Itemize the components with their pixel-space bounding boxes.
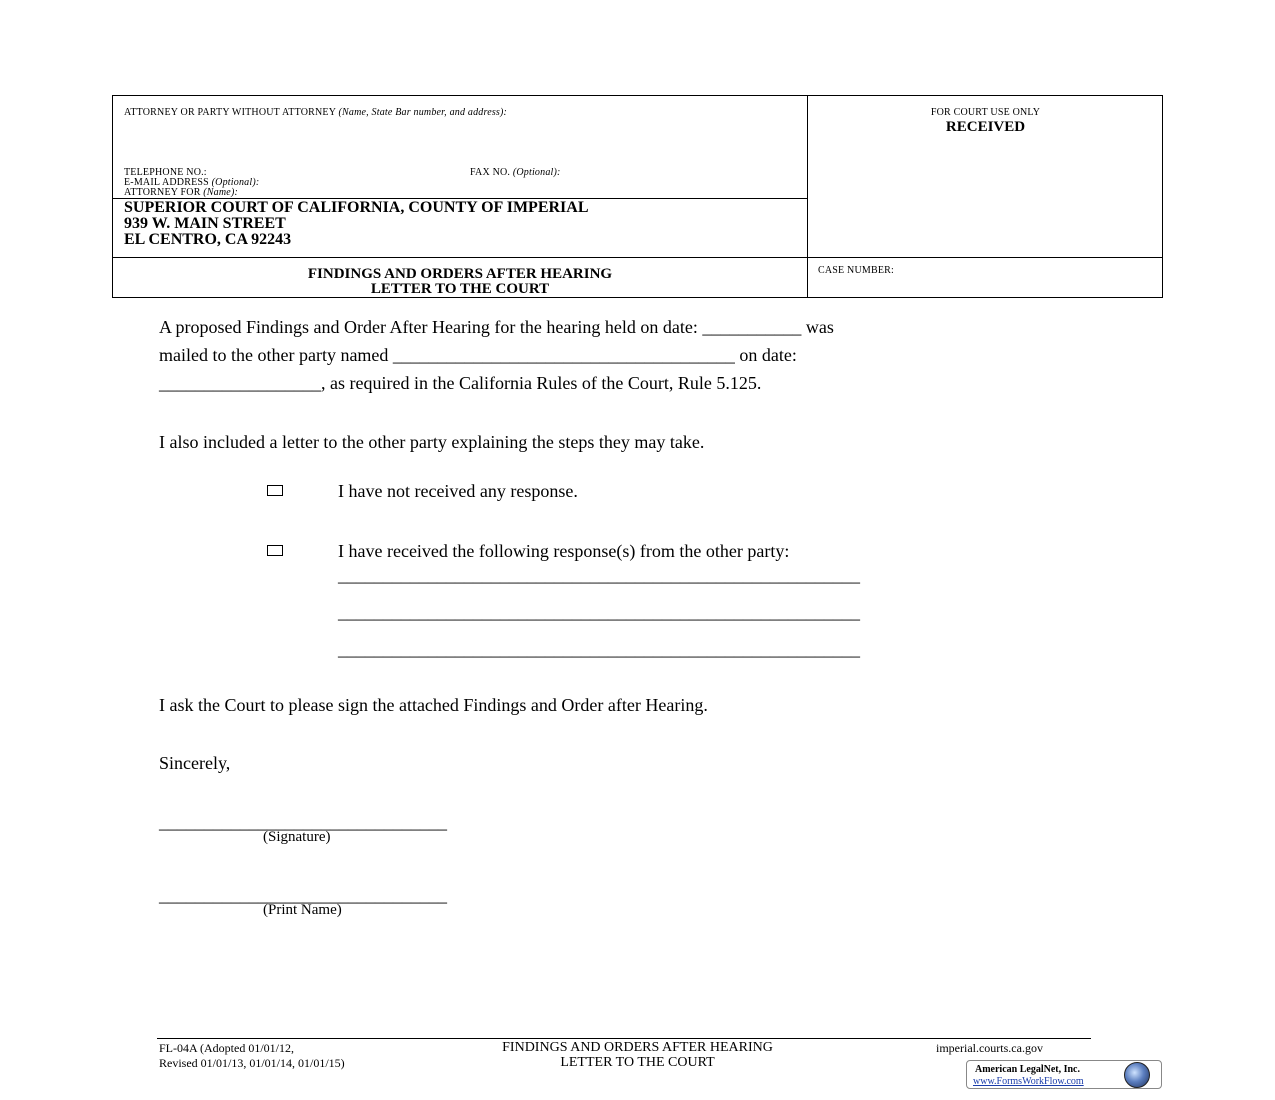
- signature-label: (Signature): [263, 829, 331, 845]
- response-line-1[interactable]: __________________________________________________________: [338, 565, 860, 585]
- received-stamp: RECEIVED: [945, 119, 1026, 135]
- attorney-for-label: ATTORNEY FOR (Name):: [124, 187, 239, 198]
- form-title-line2: LETTER TO THE COURT: [370, 281, 550, 297]
- paragraph-letter-included: I also included a letter to the other party explaining the steps they may take.: [159, 432, 705, 452]
- footer-title-line2: LETTER TO THE COURT: [560, 1055, 715, 1070]
- attorney-label: ATTORNEY OR PARTY WITHOUT ATTORNEY (Name, State Bar number, and address):: [124, 107, 508, 118]
- response-line-3[interactable]: __________________________________________________________: [338, 639, 860, 659]
- paragraph-mailed-line3: __________________, as required in the California Rules of the Court, Rule 5.125.: [159, 373, 762, 393]
- caption-box: [112, 95, 1163, 298]
- response-line-2[interactable]: __________________________________________________________: [338, 602, 860, 622]
- telephone-label: TELEPHONE NO.:: [124, 167, 207, 178]
- paragraph-mailed-line1: A proposed Findings and Order After Hearing for the hearing held on date: ___________ was: [159, 317, 834, 337]
- caption-divider-title: [113, 257, 1162, 258]
- american-legalnet-logo[interactable]: [966, 1060, 1162, 1089]
- footer-form-id-line2: Revised 01/01/13, 01/01/14, 01/01/15): [159, 1056, 345, 1070]
- response-received-checkbox[interactable]: [267, 545, 283, 556]
- case-number-label: CASE NUMBER:: [818, 265, 895, 276]
- no-response-checkbox[interactable]: [267, 485, 283, 496]
- paragraph-request-sign: I ask the Court to please sign the attached Findings and Order after Hearing.: [159, 695, 708, 715]
- footer-title-line1: FINDINGS AND ORDERS AFTER HEARING: [502, 1040, 773, 1055]
- court-street: 939 W. MAIN STREET: [124, 215, 286, 232]
- no-response-label: I have not received any response.: [338, 481, 578, 501]
- logo-url-link[interactable]: www.FormsWorkFlow.com: [973, 1076, 1084, 1087]
- signature-line[interactable]: ________________________________: [159, 812, 447, 832]
- footer-rule: [157, 1038, 1091, 1039]
- globe-icon: [1124, 1062, 1150, 1088]
- response-received-label: I have received the following response(s) from the other party:: [338, 541, 790, 561]
- fax-label: FAX NO. (Optional):: [470, 167, 561, 178]
- logo-company-name: American LegalNet, Inc.: [975, 1064, 1080, 1075]
- print-name-line[interactable]: ________________________________: [159, 885, 447, 905]
- closing-sincerely: Sincerely,: [159, 753, 231, 773]
- footer-form-id-line1: FL-04A (Adopted 01/01/12,: [159, 1041, 294, 1055]
- court-name: SUPERIOR COURT OF CALIFORNIA, COUNTY OF IMPERIAL: [124, 199, 589, 216]
- form-title-line1: FINDINGS AND ORDERS AFTER HEARING: [307, 266, 613, 282]
- footer-website[interactable]: imperial.courts.ca.gov: [936, 1041, 1043, 1055]
- paragraph-mailed-line2: mailed to the other party named ______________________________________ on date:: [159, 345, 797, 365]
- court-city: EL CENTRO, CA 92243: [124, 231, 292, 248]
- court-use-label: FOR COURT USE ONLY: [930, 107, 1041, 118]
- print-name-label: (Print Name): [263, 902, 342, 918]
- email-label: E-MAIL ADDRESS (Optional):: [124, 177, 260, 188]
